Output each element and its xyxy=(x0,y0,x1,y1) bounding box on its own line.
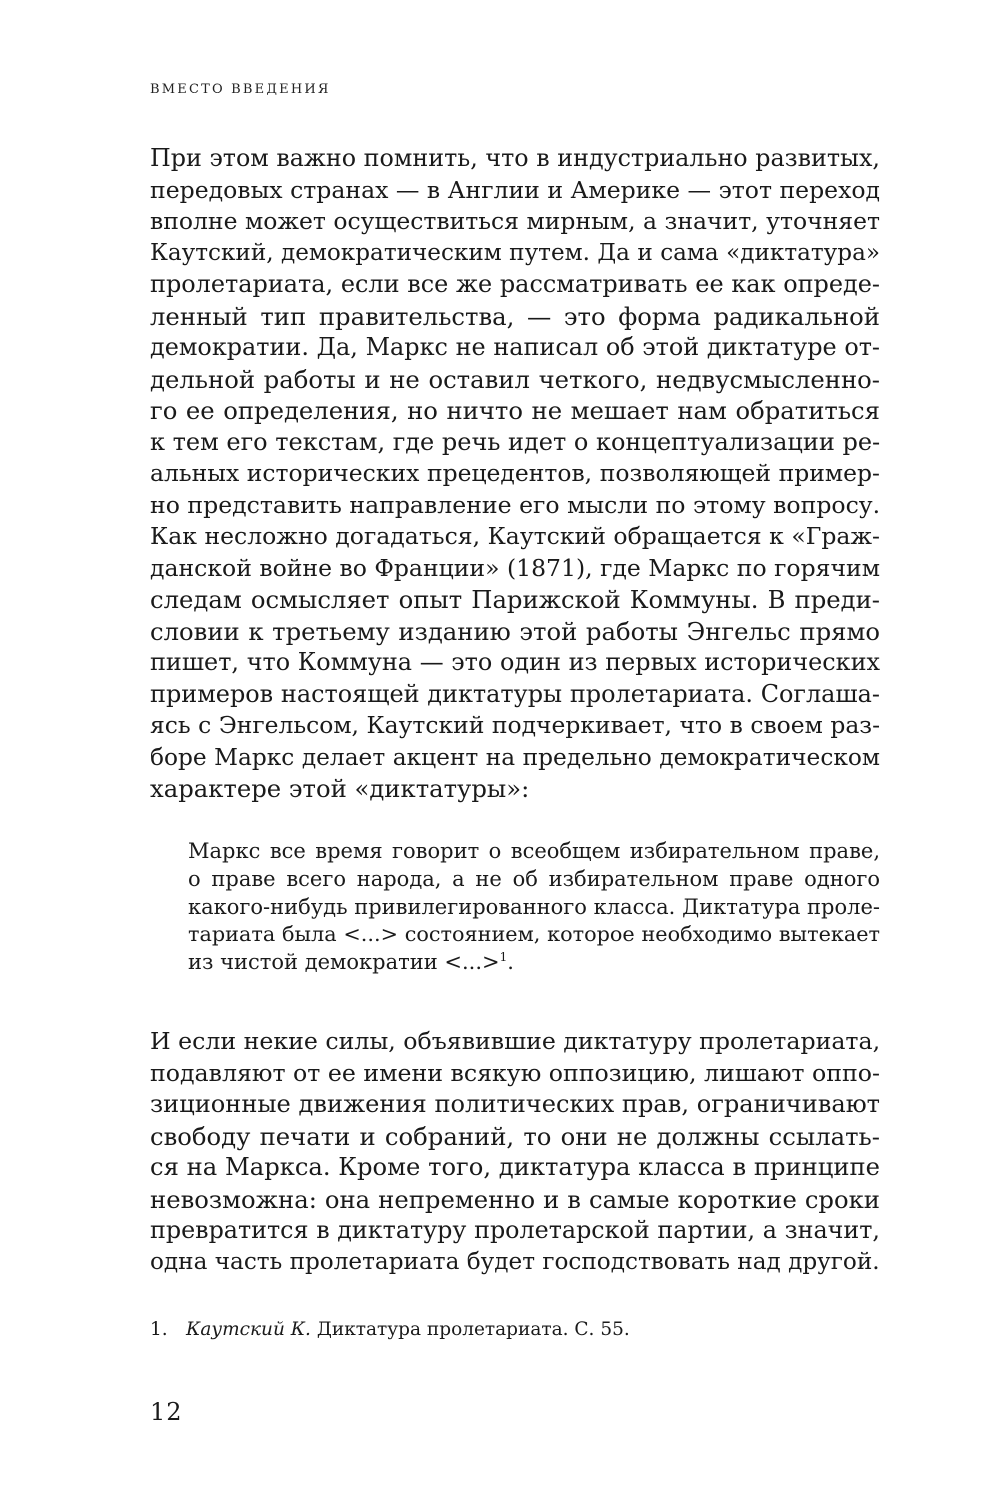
footnote xyxy=(150,1318,630,1342)
text-line: ся на Маркса. Кроме того, диктатура класса в принципе xyxy=(150,1153,880,1181)
footnote-number: 1. xyxy=(150,1319,168,1340)
text-line: к тем его текстам, где речь идет о концептуализации ре- xyxy=(150,427,881,456)
text-line: И если некие силы, объявившие диктатуру пролетариата, xyxy=(150,1027,881,1055)
text-line: подавляют от ее имени всякую оппозицию, лишают оппо- xyxy=(150,1058,880,1087)
text-line: примеров настоящей диктатуры пролетариата. Соглаша- xyxy=(150,679,880,708)
text-line: Каутский, демократическим путем. Да и сама «диктатура» xyxy=(150,239,880,266)
footnote-reference[interactable]: 1 xyxy=(499,950,508,965)
quote-line: Маркс все время говорит о всеобщем избирательном праве, xyxy=(188,839,880,863)
text-line: вполне может осуществиться мирным, а значит, уточняет xyxy=(150,207,880,235)
text-line: но представить направление его мысли по этому вопросу. xyxy=(150,490,881,519)
text-line: пролетариата, если все же рассматривать ее как опреде- xyxy=(150,270,880,298)
text-line: При этом важно помнить, что в индустриально развитых, xyxy=(150,144,880,172)
text-line: дельной работы и не оставил четкого, недвусмысленно- xyxy=(150,364,880,394)
text-line: невозможна: она непременно и в самые короткие сроки xyxy=(150,1184,880,1214)
text-line: Как несложно догадаться, Каутский обращается к «Граж- xyxy=(150,522,880,550)
paragraph-2 xyxy=(150,1026,880,1278)
text-line: следам осмысляет опыт Парижской Коммуны. В преди- xyxy=(150,585,880,614)
quote-line: тариата была <...> состоянием, которое необходимо вытекает xyxy=(188,922,880,947)
text-line: го ее определения, но ничто не мешает нам обратиться xyxy=(150,396,880,425)
text-line: пишет, что Коммуна — это один из первых исторических xyxy=(150,648,880,676)
text-line: боре Маркс делает акцент на предельно демократическом xyxy=(150,743,880,771)
page-number: 12 xyxy=(150,1398,183,1426)
text-line: словии к третьему изданию этой работы Энгельс прямо xyxy=(150,616,880,646)
quote-line: о праве всего народа, а не об избирательном праве одного xyxy=(188,866,880,891)
paragraph-1 xyxy=(150,143,880,805)
text-line: свободу печати и собраний, то они не должны ссылать- xyxy=(150,1121,880,1151)
running-head: ВМЕСТО ВВЕДЕНИЯ xyxy=(150,82,331,97)
footnote-author: Каутский К. xyxy=(186,1319,311,1340)
quote-line xyxy=(188,949,880,977)
text-line: зиционные движения политических прав, ограничивают xyxy=(150,1090,880,1118)
text-line: одна часть пролетариата будет господствовать над другой. xyxy=(150,1248,880,1275)
text-line: превратится в диктатуру пролетарской партии, а значит, xyxy=(150,1216,880,1244)
quote-last-text: из чистой демократии <...> xyxy=(188,950,500,975)
quote-period: . xyxy=(507,950,514,975)
text-line: передовых странах — в Англии и Америке — этот переход xyxy=(150,175,881,204)
quote-line: какого-нибудь привилегированного класса. Диктатура проле- xyxy=(188,894,880,919)
text-line: демократии. Да, Маркс не написал об этой диктатуре от- xyxy=(150,333,880,361)
text-line: характере этой «диктатуры»: xyxy=(150,774,530,803)
text-line: ясь с Энгельсом, Каутский подчеркивает, что в своем раз- xyxy=(150,711,880,739)
text-line: ленный тип правительства, — это форма радикальной xyxy=(150,301,880,331)
text-line: альных исторических прецедентов, позволяющей пример- xyxy=(150,459,880,487)
block-quote xyxy=(188,838,880,977)
footnote-text: Диктатура пролетариата. С. 55. xyxy=(310,1319,630,1340)
text-line: данской войне во Франции» (1871), где Маркс по горячим xyxy=(150,553,880,582)
